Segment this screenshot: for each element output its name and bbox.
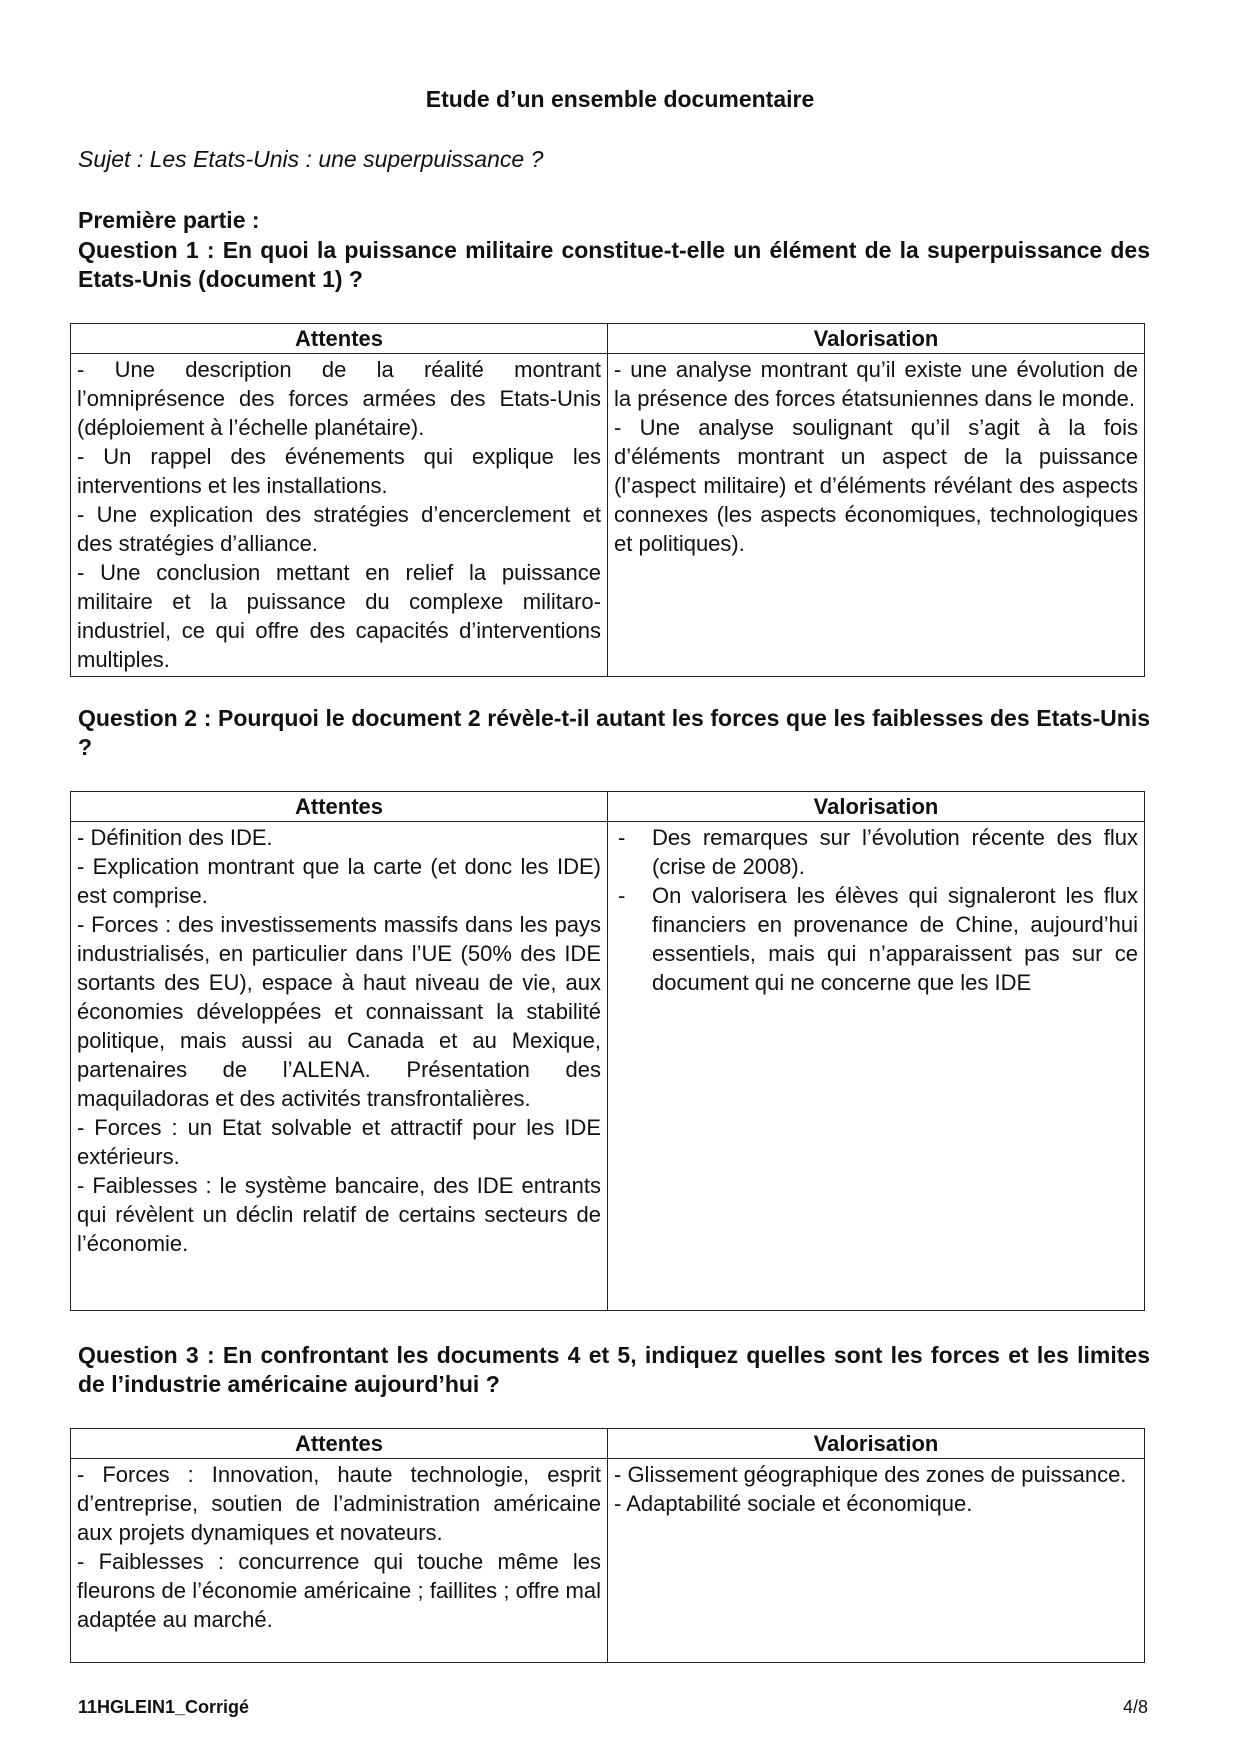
attentes-item: - Définition des IDE. (77, 825, 273, 850)
question-2: Question 2 : Pourquoi le document 2 révèle-t-il autant les forces que les faiblesses des Etats-Unis ? (78, 705, 1150, 760)
subject-line: Sujet : Les Etats-Unis : une superpuissance ? (78, 146, 544, 172)
attentes-item: - Faiblesses : concurrence qui touche même les fleurons de l’économie américaine ; faillites ; offre mal adaptée au marché. (77, 1549, 601, 1632)
header-attentes: Attentes (71, 324, 608, 354)
header-attentes: Attentes (71, 792, 608, 822)
attentes-item: - Forces : un Etat solvable et attractif pour les IDE extérieurs. (77, 1115, 601, 1169)
page-title: Etude d’un ensemble documentaire (425, 86, 815, 112)
valorisation-item: - Adaptabilité sociale et économique. (614, 1491, 973, 1516)
attentes-item: - Un rappel des événements qui explique les interventions et les installations. (77, 444, 601, 498)
attentes-item: - Explication montrant que la carte (et donc les IDE) est comprise. (77, 854, 601, 908)
valorisation-item: - Glissement géographique des zones de puissance. (614, 1462, 1127, 1487)
valorisation-item: - Une analyse soulignant qu’il s’agit à la fois d’éléments montrant un aspect de la puissance (l’aspect militaire) et d’éléments révélant des aspects connexes (les aspects économiques, technologiques et politiques). (614, 415, 1138, 556)
attentes-item: - Faiblesses : le système bancaire, des IDE entrants qui révèlent un déclin relatif de certains secteurs de l’économie. (77, 1173, 601, 1256)
valorisation-cell (608, 1459, 1145, 1663)
attentes-item: - Forces : des investissements massifs dans les pays industrialisés, en particulier dans l’UE (50% des IDE sortants des EU), espace à haut niveau de vie, aux économies développées et connaissant la stabilité politique, mais aussi au Canada et au Mexique, partenaires de l’ALENA. Présentation des maquiladoras et des activités transfrontalières. (77, 912, 601, 1111)
question-3-table (70, 1428, 1145, 1663)
attentes-cell (71, 822, 608, 1311)
attentes-item: - Une conclusion mettant en relief la puissance militaire et la puissance du complexe militaro-industriel, ce qui offre des capacités d’interventions multiples. (77, 560, 601, 672)
attentes-item: - Une explication des stratégies d’encerclement et des stratégies d’alliance. (77, 502, 601, 556)
valorisation-item: - On valorisera les élèves qui signaleront les flux financiers en provenance de Chine, aujourd’hui essentiels, mais qui n’apparaissent pas sur ce document qui ne concerne que les IDE (614, 881, 1138, 997)
header-valorisation: Valorisation (608, 1429, 1145, 1459)
page-number: 4/8 (1122, 1697, 1148, 1717)
attentes-item: - Forces : Innovation, haute technologie, esprit d’entreprise, soutien de l’administration américaine aux projets dynamiques et novateurs. (77, 1462, 601, 1545)
question-1-table (70, 323, 1145, 677)
valorisation-cell (608, 822, 1145, 1311)
part-heading: Première partie : (78, 207, 260, 233)
header-valorisation: Valorisation (608, 324, 1145, 354)
valorisation-list (614, 823, 1138, 997)
attentes-cell (71, 1459, 608, 1663)
header-attentes: Attentes (71, 1429, 608, 1459)
question-1: Question 1 : En quoi la puissance militaire constitue-t-elle un élément de la superpuissance des Etats-Unis (document 1) ? (78, 237, 1150, 292)
attentes-item: - Une description de la réalité montrant l’omniprésence des forces armées des Etats-Unis (déploiement à l’échelle planétaire). (77, 357, 601, 440)
question-3: Question 3 : En confrontant les documents 4 et 5, indiquez quelles sont les forces et les limites de l’industrie américaine aujourd’hui ? (78, 1342, 1150, 1397)
header-valorisation: Valorisation (608, 792, 1145, 822)
document-code: 11HGLEIN1_Corrigé (78, 1697, 250, 1717)
valorisation-item: - une analyse montrant qu’il existe une évolution de la présence des forces étatsuniennes dans le monde. (614, 357, 1138, 411)
question-2-table (70, 791, 1145, 1311)
valorisation-cell (608, 354, 1145, 677)
attentes-cell (71, 354, 608, 677)
valorisation-item: - Des remarques sur l’évolution récente des flux (crise de 2008). (614, 823, 1138, 881)
